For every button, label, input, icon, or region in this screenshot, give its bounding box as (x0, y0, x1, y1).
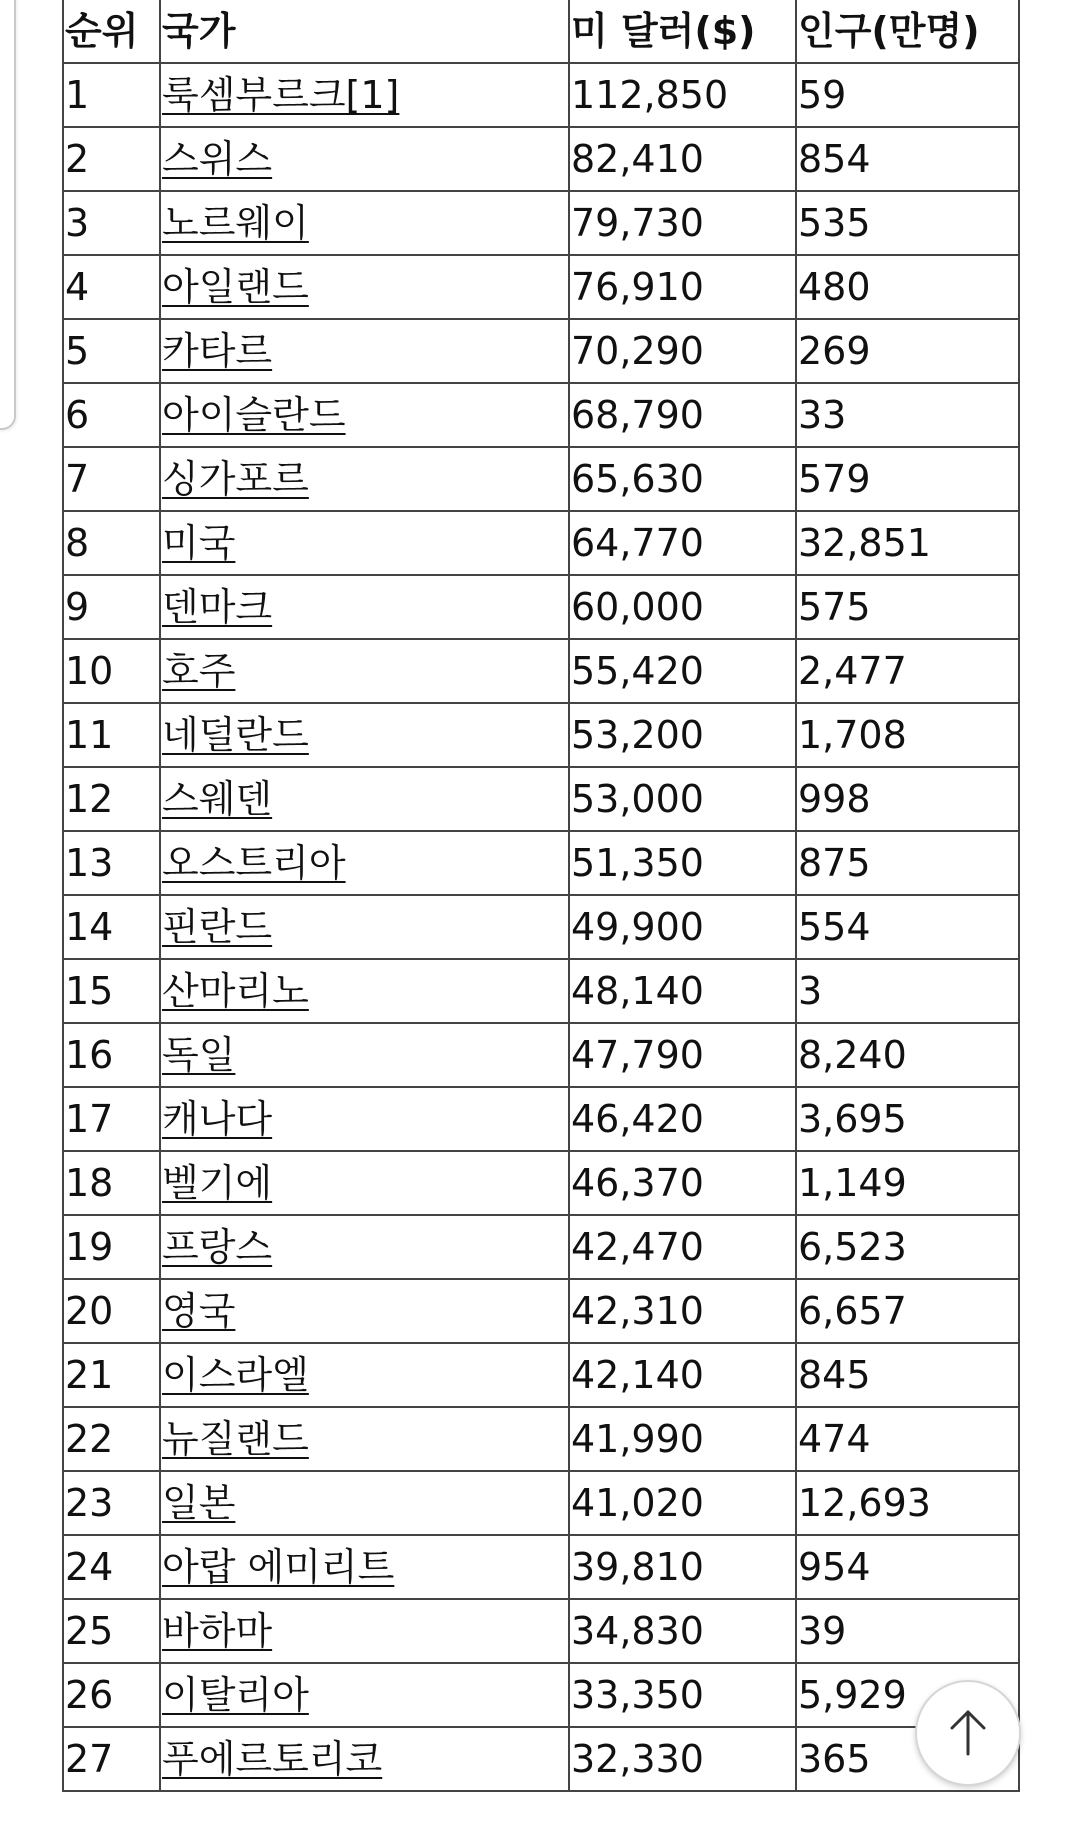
table-row (63, 1023, 1019, 1087)
cell-rank: 4 (63, 255, 160, 319)
cell-usd: 53,200 (569, 703, 796, 767)
cell-usd: 64,770 (569, 511, 796, 575)
cell-country (160, 63, 569, 127)
cell-population: 535 (796, 191, 1019, 255)
table-row (63, 1215, 1019, 1279)
table-row (63, 63, 1019, 127)
table-row (63, 511, 1019, 575)
cell-population: 854 (796, 127, 1019, 191)
cell-country (160, 1535, 569, 1599)
cell-usd: 39,810 (569, 1535, 796, 1599)
cell-usd: 41,020 (569, 1471, 796, 1535)
cell-population: 474 (796, 1407, 1019, 1471)
table-row (63, 1599, 1019, 1663)
cell-country (160, 639, 569, 703)
cell-usd: 55,420 (569, 639, 796, 703)
cell-population: 6,523 (796, 1215, 1019, 1279)
country-link[interactable]: 일본 (162, 1481, 236, 1525)
cell-country (160, 1151, 569, 1215)
country-link[interactable]: 아랍 에미리트 (162, 1545, 395, 1589)
country-link[interactable]: 스위스 (162, 137, 273, 181)
cell-population: 480 (796, 255, 1019, 319)
cell-population: 3 (796, 959, 1019, 1023)
cell-rank: 25 (63, 1599, 160, 1663)
cell-population: 269 (796, 319, 1019, 383)
country-link[interactable]: 호주 (162, 649, 236, 693)
cell-population: 998 (796, 767, 1019, 831)
table-row (63, 959, 1019, 1023)
cell-country (160, 511, 569, 575)
cell-country (160, 1215, 569, 1279)
cell-rank: 1 (63, 63, 160, 127)
gdp-per-capita-table (62, 0, 1020, 1792)
cell-population: 575 (796, 575, 1019, 639)
cell-usd: 46,420 (569, 1087, 796, 1151)
cell-usd: 60,000 (569, 575, 796, 639)
table-row (63, 1279, 1019, 1343)
cell-rank: 16 (63, 1023, 160, 1087)
country-link[interactable]: 벨기에 (162, 1161, 273, 1205)
cell-rank: 27 (63, 1727, 160, 1791)
table-row (63, 703, 1019, 767)
cell-rank: 26 (63, 1663, 160, 1727)
country-link[interactable]: 푸에르토리코 (162, 1737, 383, 1781)
cell-country (160, 1471, 569, 1535)
table-row (63, 447, 1019, 511)
cell-usd: 42,310 (569, 1279, 796, 1343)
cell-rank: 18 (63, 1151, 160, 1215)
cell-rank: 21 (63, 1343, 160, 1407)
cell-usd: 79,730 (569, 191, 796, 255)
cell-country (160, 447, 569, 511)
cell-rank: 19 (63, 1215, 160, 1279)
cell-rank: 15 (63, 959, 160, 1023)
cell-country (160, 383, 569, 447)
table-header-row (63, 0, 1019, 63)
country-link[interactable]: 아이슬란드 (162, 393, 346, 437)
country-link[interactable]: 오스트리아 (162, 841, 346, 885)
cell-usd: 48,140 (569, 959, 796, 1023)
cell-country (160, 1087, 569, 1151)
cell-population: 554 (796, 895, 1019, 959)
cell-usd: 46,370 (569, 1151, 796, 1215)
cell-usd: 76,910 (569, 255, 796, 319)
country-link[interactable]: 영국 (162, 1289, 236, 1333)
cell-country (160, 767, 569, 831)
country-link[interactable]: 아일랜드 (162, 265, 309, 309)
country-link[interactable]: 바하마 (162, 1609, 273, 1653)
cell-country (160, 1023, 569, 1087)
cell-population: 845 (796, 1343, 1019, 1407)
cell-country (160, 191, 569, 255)
table-row (63, 255, 1019, 319)
country-link[interactable]: 캐나다 (162, 1097, 273, 1141)
cell-usd: 32,330 (569, 1727, 796, 1791)
cell-population: 32,851 (796, 511, 1019, 575)
cell-population: 1,708 (796, 703, 1019, 767)
cell-rank: 10 (63, 639, 160, 703)
country-link[interactable]: 미국 (162, 521, 236, 565)
cell-rank: 11 (63, 703, 160, 767)
country-link[interactable]: 프랑스 (162, 1225, 273, 1269)
cell-population: 12,693 (796, 1471, 1019, 1535)
cell-usd: 42,140 (569, 1343, 796, 1407)
cell-population: 579 (796, 447, 1019, 511)
cell-population: 6,657 (796, 1279, 1019, 1343)
cell-population: 33 (796, 383, 1019, 447)
table-row (63, 575, 1019, 639)
country-link[interactable]: 핀란드 (162, 905, 273, 949)
cell-population: 5,929 (796, 1663, 1019, 1727)
table-row (63, 383, 1019, 447)
cell-rank: 13 (63, 831, 160, 895)
scroll-to-top-button[interactable] (915, 1680, 1021, 1786)
cell-country (160, 127, 569, 191)
cell-country (160, 831, 569, 895)
cell-population: 59 (796, 63, 1019, 127)
table-row (63, 1727, 1019, 1791)
table-row (63, 1087, 1019, 1151)
cell-population: 2,477 (796, 639, 1019, 703)
cell-usd: 49,900 (569, 895, 796, 959)
cell-rank: 5 (63, 319, 160, 383)
cell-usd: 68,790 (569, 383, 796, 447)
cell-rank: 23 (63, 1471, 160, 1535)
cell-country (160, 1279, 569, 1343)
cell-rank: 17 (63, 1087, 160, 1151)
cell-country (160, 1407, 569, 1471)
cell-population: 3,695 (796, 1087, 1019, 1151)
country-link[interactable]: 독일 (162, 1033, 236, 1077)
cell-population: 39 (796, 1599, 1019, 1663)
table-row (63, 639, 1019, 703)
country-link[interactable]: 이탈리아 (162, 1673, 309, 1717)
cell-country (160, 959, 569, 1023)
cell-usd: 53,000 (569, 767, 796, 831)
cell-country (160, 1727, 569, 1791)
country-link[interactable]: 싱가포르 (162, 457, 309, 501)
country-link[interactable]: 네덜란드 (162, 713, 309, 757)
table-row (63, 127, 1019, 191)
cell-rank: 7 (63, 447, 160, 511)
table-body (63, 63, 1019, 1791)
header-rank: 순위 (63, 0, 160, 63)
header-usd: 미 달러($) (569, 0, 796, 63)
cell-rank: 20 (63, 1279, 160, 1343)
cell-rank: 9 (63, 575, 160, 639)
country-link[interactable]: 이스라엘 (162, 1353, 309, 1397)
country-link[interactable]: 스웨덴 (162, 777, 273, 821)
table-row (63, 1407, 1019, 1471)
cell-rank: 12 (63, 767, 160, 831)
cell-rank: 2 (63, 127, 160, 191)
table-row (63, 1471, 1019, 1535)
cell-rank: 24 (63, 1535, 160, 1599)
cell-population: 1,149 (796, 1151, 1019, 1215)
country-link[interactable]: 뉴질랜드 (162, 1417, 309, 1461)
cell-country (160, 1599, 569, 1663)
cell-rank: 14 (63, 895, 160, 959)
cell-usd: 51,350 (569, 831, 796, 895)
cell-population: 365 (796, 1727, 1019, 1791)
cell-country (160, 1663, 569, 1727)
cell-rank: 22 (63, 1407, 160, 1471)
cell-usd: 65,630 (569, 447, 796, 511)
cell-usd: 33,350 (569, 1663, 796, 1727)
cell-usd: 34,830 (569, 1599, 796, 1663)
cell-rank: 3 (63, 191, 160, 255)
table-row (63, 895, 1019, 959)
left-drawer-edge[interactable] (0, 0, 16, 430)
table-row (63, 1663, 1019, 1727)
cell-usd: 47,790 (569, 1023, 796, 1087)
country-link[interactable]: 노르웨이 (162, 201, 309, 245)
cell-usd: 41,990 (569, 1407, 796, 1471)
table-row (63, 831, 1019, 895)
cell-usd: 112,850 (569, 63, 796, 127)
cell-country (160, 255, 569, 319)
cell-population: 8,240 (796, 1023, 1019, 1087)
country-link[interactable]: 카타르 (162, 329, 273, 373)
cell-country (160, 1343, 569, 1407)
cell-country (160, 703, 569, 767)
header-population: 인구(만명) (796, 0, 1019, 63)
cell-rank: 8 (63, 511, 160, 575)
country-link[interactable]: 덴마크 (162, 585, 273, 629)
cell-country (160, 895, 569, 959)
country-link[interactable]: 산마리노 (162, 969, 309, 1013)
table-row (63, 767, 1019, 831)
table-row (63, 1343, 1019, 1407)
table-row (63, 1151, 1019, 1215)
cell-usd: 70,290 (569, 319, 796, 383)
cell-usd: 82,410 (569, 127, 796, 191)
arrow-up-icon (946, 1708, 990, 1758)
cell-population: 875 (796, 831, 1019, 895)
cell-usd: 42,470 (569, 1215, 796, 1279)
cell-rank: 6 (63, 383, 160, 447)
cell-country (160, 319, 569, 383)
header-country: 국가 (160, 0, 569, 63)
table-row (63, 191, 1019, 255)
table-row (63, 1535, 1019, 1599)
country-link[interactable]: 룩셈부르크[1] (162, 73, 400, 117)
cell-population: 954 (796, 1535, 1019, 1599)
cell-country (160, 575, 569, 639)
table-row (63, 319, 1019, 383)
